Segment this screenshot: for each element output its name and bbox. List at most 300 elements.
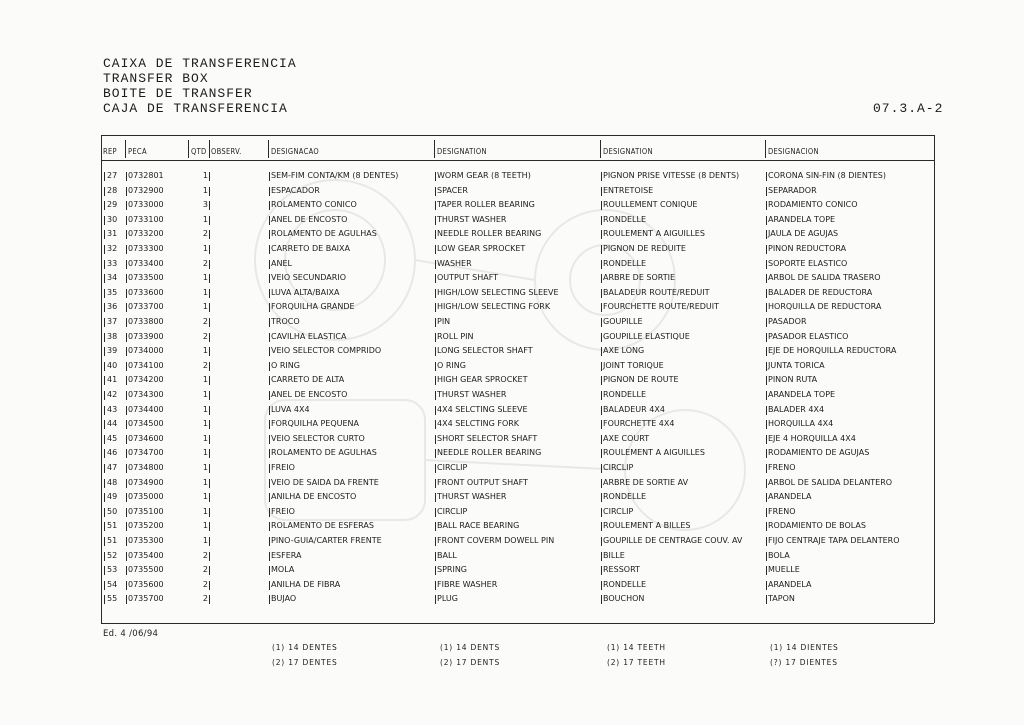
cell-separator bbox=[269, 318, 270, 327]
cell-qtd: 1 bbox=[202, 463, 208, 472]
cell-separator bbox=[269, 537, 270, 546]
title-en: TRANSFER BOX bbox=[103, 71, 209, 86]
table-bottom-rule bbox=[101, 623, 934, 624]
cell-separator bbox=[766, 493, 767, 502]
cell-separator bbox=[766, 201, 767, 210]
cell-rep: 37 bbox=[107, 317, 118, 326]
edition-label: Ed. 4 /06/94 bbox=[103, 629, 159, 639]
cell-separator bbox=[209, 303, 210, 312]
cell-designation-en: NEEDLE ROLLER BEARING bbox=[437, 229, 542, 239]
cell-separator bbox=[209, 420, 210, 429]
page-code: 07.3.A-2 bbox=[873, 101, 944, 116]
cell-separator bbox=[104, 362, 105, 371]
cell-separator bbox=[269, 479, 270, 488]
cell-designation-fr: ARBRE DE SORTIE bbox=[603, 273, 676, 283]
cell-separator bbox=[104, 508, 105, 517]
cell-separator bbox=[209, 187, 210, 196]
cell-separator bbox=[766, 187, 767, 196]
cell-designacao: CARRETO DE ALTA bbox=[271, 375, 345, 385]
cell-separator bbox=[435, 508, 436, 517]
cell-designation-fr: FOURCHETTE ROUTE/REDUIT bbox=[603, 302, 720, 312]
cell-separator bbox=[435, 318, 436, 327]
cell-separator bbox=[435, 245, 436, 254]
cell-separator bbox=[126, 435, 127, 444]
cell-separator bbox=[104, 260, 105, 269]
cell-separator bbox=[435, 376, 436, 385]
cell-separator bbox=[126, 376, 127, 385]
cell-separator bbox=[601, 260, 602, 269]
cell-rep: 43 bbox=[107, 404, 118, 414]
cell-designacao: ROLAMENTO DE AGULHAS bbox=[271, 229, 377, 239]
cell-separator bbox=[209, 581, 210, 590]
cell-rep: 51 bbox=[107, 521, 118, 531]
cell-designacao: ESPACADOR bbox=[271, 185, 320, 195]
cell-separator bbox=[126, 216, 127, 225]
cell-designacion: HORQUILLA 4X4 bbox=[768, 419, 834, 429]
cell-designation-en: WASHER bbox=[437, 258, 472, 268]
cell-qtd: 2 bbox=[202, 594, 208, 604]
cell-separator bbox=[209, 391, 210, 400]
cell-designacion: PINON REDUCTORA bbox=[768, 244, 847, 253]
cell-designation-en: PIN bbox=[437, 317, 451, 326]
table-row bbox=[101, 271, 934, 286]
hdr-sep bbox=[188, 140, 189, 158]
cell-separator bbox=[435, 493, 436, 502]
cell-designation-fr: ROULLEMENT CONIQUE bbox=[603, 200, 698, 210]
table-row bbox=[101, 330, 934, 345]
cell-separator bbox=[601, 522, 602, 531]
cell-qtd: 1 bbox=[202, 492, 208, 502]
cell-separator bbox=[601, 449, 602, 458]
cell-qtd: 1 bbox=[202, 433, 208, 443]
cell-rep: 45 bbox=[107, 433, 118, 443]
cell-designation-en: NEEDLE ROLLER BEARING bbox=[437, 448, 542, 458]
cell-designation-en: ROLL PIN bbox=[437, 331, 474, 341]
cell-designation-fr: ARBRE DE SORTIE AV bbox=[603, 477, 689, 487]
cell-separator bbox=[601, 435, 602, 444]
cell-separator bbox=[269, 172, 270, 181]
cell-separator bbox=[209, 230, 210, 239]
cell-separator bbox=[104, 347, 105, 356]
cell-separator bbox=[601, 464, 602, 473]
cell-peca: 0735100 bbox=[128, 506, 164, 516]
table-row bbox=[101, 592, 934, 607]
cell-peca: 0732900 bbox=[128, 185, 164, 195]
cell-separator bbox=[601, 508, 602, 517]
cell-separator bbox=[601, 274, 602, 283]
col-designacao-header: DESIGNACAO bbox=[271, 147, 319, 156]
cell-designation-fr: RONDELLE bbox=[603, 492, 647, 502]
cell-separator bbox=[601, 347, 602, 356]
cell-designation-fr: AXE LONG bbox=[603, 346, 645, 356]
cell-separator bbox=[209, 376, 210, 385]
header-bottom-rule bbox=[101, 160, 934, 161]
cell-separator bbox=[126, 274, 127, 283]
cell-qtd: 1 bbox=[202, 477, 208, 487]
cell-designacion: TAPON bbox=[768, 594, 795, 604]
cell-separator bbox=[269, 595, 270, 604]
cell-rep: 28 bbox=[107, 185, 118, 195]
cell-separator bbox=[126, 201, 127, 210]
cell-separator bbox=[104, 172, 105, 181]
cell-separator bbox=[104, 289, 105, 298]
cell-separator bbox=[601, 216, 602, 225]
cell-designation-en: O RING bbox=[437, 360, 466, 370]
cell-qtd: 1 bbox=[202, 273, 208, 283]
col-rep-header: REP bbox=[103, 147, 117, 156]
cell-rep: 54 bbox=[107, 579, 118, 589]
cell-qtd: 1 bbox=[202, 419, 208, 429]
cell-separator bbox=[435, 464, 436, 473]
cell-rep: 51 bbox=[107, 536, 118, 545]
cell-separator bbox=[104, 537, 105, 546]
cell-designation-fr: RONDELLE bbox=[603, 258, 647, 268]
cell-qtd: 1 bbox=[202, 185, 208, 195]
cell-separator bbox=[435, 420, 436, 429]
cell-rep: 52 bbox=[107, 550, 118, 560]
cell-separator bbox=[209, 508, 210, 517]
cell-peca: 0735600 bbox=[128, 579, 164, 589]
col-designacion-header: DESIGNACION bbox=[768, 147, 819, 156]
table-row bbox=[101, 432, 934, 447]
cell-separator bbox=[126, 172, 127, 181]
cell-separator bbox=[766, 479, 767, 488]
cell-designation-fr: FOURCHETTE 4X4 bbox=[603, 419, 675, 429]
footnote-fr-2: (2) 17 TEETH bbox=[607, 658, 666, 667]
cell-designation-en: THURST WASHER bbox=[437, 492, 507, 502]
cell-separator bbox=[269, 522, 270, 531]
cell-designation-en: HIGH GEAR SPROCKET bbox=[437, 375, 528, 385]
cell-separator bbox=[766, 508, 767, 517]
cell-separator bbox=[126, 347, 127, 356]
cell-designacao: TROCO bbox=[271, 317, 300, 326]
cell-separator bbox=[126, 464, 127, 473]
cell-separator bbox=[601, 552, 602, 561]
cell-qtd: 2 bbox=[202, 360, 208, 370]
cell-designation-en: SHORT SELECTOR SHAFT bbox=[437, 433, 538, 443]
cell-separator bbox=[601, 420, 602, 429]
cell-designacao: SEM-FIM CONTA/KM (8 DENTES) bbox=[271, 171, 399, 180]
cell-separator bbox=[766, 420, 767, 429]
cell-peca: 0733000 bbox=[128, 200, 164, 210]
cell-qtd: 2 bbox=[202, 317, 208, 326]
cell-rep: 55 bbox=[107, 594, 118, 604]
table-top-rule bbox=[101, 135, 934, 136]
cell-designation-fr: GOUPILLE ELASTIQUE bbox=[603, 331, 690, 341]
cell-separator bbox=[104, 552, 105, 561]
table-row bbox=[101, 373, 934, 388]
cell-designacao: VEIO SELECTOR COMPRIDO bbox=[271, 346, 382, 356]
cell-separator bbox=[104, 493, 105, 502]
cell-designacao: FORQUILHA PEQUENA bbox=[271, 419, 359, 429]
cell-separator bbox=[104, 216, 105, 225]
cell-separator bbox=[104, 581, 105, 590]
cell-qtd: 2 bbox=[202, 550, 208, 560]
cell-separator bbox=[435, 216, 436, 225]
cell-qtd: 1 bbox=[202, 171, 208, 180]
cell-separator bbox=[269, 347, 270, 356]
cell-designation-en: HIGH/LOW SELECTING SLEEVE bbox=[437, 287, 559, 297]
cell-separator bbox=[126, 449, 127, 458]
hdr-sep bbox=[600, 140, 601, 158]
hdr-sep bbox=[434, 140, 435, 158]
table-row bbox=[101, 315, 934, 330]
cell-designacion: FIJO CENTRAJE TAPA DELANTERO bbox=[768, 536, 900, 545]
cell-separator bbox=[126, 493, 127, 502]
cell-peca: 0735500 bbox=[128, 565, 164, 575]
cell-designacion: FRENO bbox=[768, 506, 796, 516]
cell-separator bbox=[209, 566, 210, 575]
cell-separator bbox=[104, 376, 105, 385]
cell-separator bbox=[601, 333, 602, 342]
title-es: CAJA DE TRANSFERENCIA bbox=[103, 101, 288, 116]
cell-separator bbox=[269, 376, 270, 385]
cell-separator bbox=[269, 303, 270, 312]
cell-separator bbox=[435, 201, 436, 210]
cell-designacao: BUJAO bbox=[271, 594, 297, 604]
table-row bbox=[101, 490, 934, 505]
cell-peca: 0732801 bbox=[128, 171, 164, 180]
footnote-pt-1: (1) 14 DENTES bbox=[272, 643, 338, 652]
cell-separator bbox=[601, 362, 602, 371]
cell-separator bbox=[766, 391, 767, 400]
cell-separator bbox=[766, 216, 767, 225]
cell-separator bbox=[126, 362, 127, 371]
cell-designacao: FORQUILHA GRANDE bbox=[271, 302, 355, 312]
cell-separator bbox=[601, 289, 602, 298]
cell-peca: 0733300 bbox=[128, 244, 164, 253]
cell-separator bbox=[269, 216, 270, 225]
cell-designacion: ARANDELA bbox=[768, 579, 812, 589]
cell-peca: 0733100 bbox=[128, 214, 164, 224]
cell-rep: 29 bbox=[107, 200, 118, 210]
cell-separator bbox=[435, 260, 436, 269]
cell-designacion: ARBOL DE SALIDA DELANTERO bbox=[768, 477, 893, 487]
cell-separator bbox=[209, 449, 210, 458]
cell-separator bbox=[766, 245, 767, 254]
cell-qtd: 1 bbox=[202, 346, 208, 356]
table-row bbox=[101, 169, 934, 184]
cell-rep: 50 bbox=[107, 506, 118, 516]
table-row bbox=[101, 242, 934, 257]
cell-separator bbox=[104, 566, 105, 575]
col-designation-fr-header: DESIGNATION bbox=[603, 147, 653, 156]
cell-designation-fr: GOUPILLE DE CENTRAGE COUV. AV bbox=[603, 536, 743, 545]
cell-separator bbox=[766, 347, 767, 356]
cell-qtd: 1 bbox=[202, 536, 208, 545]
cell-separator bbox=[435, 172, 436, 181]
cell-qtd: 1 bbox=[202, 244, 208, 253]
cell-peca: 0734900 bbox=[128, 477, 164, 487]
cell-separator bbox=[766, 333, 767, 342]
cell-peca: 0733600 bbox=[128, 287, 164, 297]
cell-rep: 36 bbox=[107, 302, 118, 312]
cell-designacion: ARBOL DE SALIDA TRASERO bbox=[768, 273, 881, 283]
table-row bbox=[101, 578, 934, 593]
cell-rep: 46 bbox=[107, 448, 118, 458]
cell-designation-en: FIBRE WASHER bbox=[437, 579, 498, 589]
cell-separator bbox=[126, 230, 127, 239]
cell-designacao: CAVILHA ELASTICA bbox=[271, 331, 347, 341]
cell-designation-fr: JOINT TORIQUE bbox=[603, 360, 664, 370]
table-row bbox=[101, 344, 934, 359]
cell-separator bbox=[601, 245, 602, 254]
cell-qtd: 1 bbox=[202, 448, 208, 458]
cell-separator bbox=[209, 260, 210, 269]
cell-designacion: RODAMIENTO CONICO bbox=[768, 200, 858, 210]
cell-designacion: EJE 4 HORQUILLA 4X4 bbox=[768, 433, 856, 443]
cell-designacao: O RING bbox=[271, 360, 300, 370]
cell-separator bbox=[269, 230, 270, 239]
cell-designacion: BALADER DE REDUCTORA bbox=[768, 287, 873, 297]
cell-separator bbox=[126, 537, 127, 546]
title-fr: BOITE DE TRANSFER bbox=[103, 86, 253, 101]
cell-separator bbox=[126, 581, 127, 590]
cell-designacao: VEIO DE SAIDA DA FRENTE bbox=[271, 477, 379, 487]
cell-designacion: SOPORTE ELASTICO bbox=[768, 258, 848, 268]
cell-separator bbox=[104, 245, 105, 254]
cell-separator bbox=[209, 274, 210, 283]
cell-separator bbox=[435, 449, 436, 458]
cell-designacao: CARRETO DE BAIXA bbox=[271, 244, 350, 253]
cell-rep: 31 bbox=[107, 229, 118, 239]
cell-designacion: FRENO bbox=[768, 463, 796, 472]
cell-qtd: 1 bbox=[202, 214, 208, 224]
cell-designation-en: FRONT COVERM DOWELL PIN bbox=[437, 536, 555, 545]
cell-separator bbox=[209, 552, 210, 561]
cell-separator bbox=[269, 391, 270, 400]
cell-separator bbox=[766, 522, 767, 531]
cell-separator bbox=[601, 230, 602, 239]
cell-separator bbox=[435, 406, 436, 415]
cell-rep: 38 bbox=[107, 331, 118, 341]
cell-separator bbox=[104, 406, 105, 415]
cell-peca: 0733200 bbox=[128, 229, 164, 239]
cell-separator bbox=[601, 479, 602, 488]
cell-rep: 30 bbox=[107, 214, 118, 224]
cell-separator bbox=[269, 289, 270, 298]
cell-rep: 35 bbox=[107, 287, 118, 297]
cell-designation-fr: BALADEUR 4X4 bbox=[603, 404, 665, 414]
cell-separator bbox=[269, 274, 270, 283]
cell-separator bbox=[269, 449, 270, 458]
table-row bbox=[101, 417, 934, 432]
cell-qtd: 1 bbox=[202, 375, 208, 385]
cell-designation-fr: ROULEMENT A BILLES bbox=[603, 521, 691, 531]
cell-designation-fr: RONDELLE bbox=[603, 214, 647, 224]
cell-designation-en: THURST WASHER bbox=[437, 214, 507, 224]
cell-designation-fr: PIGNON DE REDUITE bbox=[603, 244, 686, 253]
cell-separator bbox=[601, 581, 602, 590]
table-row bbox=[101, 534, 934, 549]
table-row bbox=[101, 227, 934, 242]
cell-designation-fr: RONDELLE bbox=[603, 390, 647, 399]
cell-designation-fr: ROULEMENT A AIGUILLES bbox=[603, 229, 705, 239]
cell-designation-en: SPACER bbox=[437, 185, 468, 195]
cell-peca: 0735300 bbox=[128, 536, 164, 545]
cell-separator bbox=[766, 566, 767, 575]
table-row bbox=[101, 213, 934, 228]
cell-designacao: FREIO bbox=[271, 506, 295, 516]
cell-separator bbox=[269, 406, 270, 415]
cell-rep: 34 bbox=[107, 273, 118, 283]
cell-separator bbox=[209, 493, 210, 502]
cell-separator bbox=[104, 274, 105, 283]
cell-separator bbox=[126, 187, 127, 196]
cell-peca: 0734300 bbox=[128, 390, 164, 399]
cell-designation-en: TAPER ROLLER BEARING bbox=[437, 200, 535, 210]
cell-peca: 0735400 bbox=[128, 550, 164, 560]
cell-separator bbox=[209, 362, 210, 371]
cell-rep: 32 bbox=[107, 244, 118, 253]
cell-separator bbox=[766, 318, 767, 327]
cell-rep: 40 bbox=[107, 360, 118, 370]
cell-separator bbox=[126, 420, 127, 429]
cell-separator bbox=[209, 464, 210, 473]
cell-separator bbox=[104, 449, 105, 458]
cell-qtd: 1 bbox=[202, 302, 208, 312]
cell-separator bbox=[269, 245, 270, 254]
cell-designation-en: LONG SELECTOR SHAFT bbox=[437, 346, 533, 356]
cell-separator bbox=[269, 493, 270, 502]
cell-designacao: ROLAMENTO CONICO bbox=[271, 200, 357, 210]
cell-qtd: 1 bbox=[202, 390, 208, 399]
cell-designation-en: SPRING bbox=[437, 565, 468, 575]
cell-designacao: FREIO bbox=[271, 463, 295, 472]
cell-designation-fr: RONDELLE bbox=[603, 579, 647, 589]
cell-qtd: 2 bbox=[202, 258, 208, 268]
cell-designacao: ANEL DE ENCOSTO bbox=[271, 390, 348, 399]
cell-designation-fr: PIGNON PRISE VITESSE (8 DENTS) bbox=[603, 171, 740, 180]
cell-designation-fr: AXE COURT bbox=[603, 433, 650, 443]
cell-designacion: SEPARADOR bbox=[768, 185, 817, 195]
cell-designacao: VEIO SECUNDARIO bbox=[271, 273, 346, 283]
footnote-en-1: (1) 14 DENTS bbox=[440, 643, 501, 652]
cell-rep: 49 bbox=[107, 492, 118, 502]
cell-designation-fr: BALADEUR ROUTE/REDUIT bbox=[603, 287, 710, 297]
cell-designation-en: CIRCLIP bbox=[437, 463, 468, 472]
cell-separator bbox=[126, 508, 127, 517]
cell-separator bbox=[601, 318, 602, 327]
cell-separator bbox=[269, 435, 270, 444]
cell-designacion: MUELLE bbox=[768, 565, 800, 575]
cell-peca: 0733400 bbox=[128, 258, 164, 268]
cell-separator bbox=[601, 187, 602, 196]
table-row bbox=[101, 300, 934, 315]
cell-qtd: 2 bbox=[202, 229, 208, 239]
title-pt: CAIXA DE TRANSFERENCIA bbox=[103, 56, 297, 71]
cell-separator bbox=[435, 595, 436, 604]
cell-separator bbox=[126, 303, 127, 312]
cell-designacion: RODAMIENTO DE AGUJAS bbox=[768, 448, 870, 458]
cell-separator bbox=[126, 595, 127, 604]
table-row bbox=[101, 549, 934, 564]
cell-separator bbox=[766, 230, 767, 239]
hdr-sep bbox=[125, 140, 126, 158]
cell-separator bbox=[269, 566, 270, 575]
cell-separator bbox=[209, 522, 210, 531]
cell-separator bbox=[601, 391, 602, 400]
cell-designation-fr: CIRCLIP bbox=[603, 506, 634, 516]
cell-designation-fr: ROULEMENT A AIGUILLES bbox=[603, 448, 705, 458]
title-block bbox=[103, 56, 297, 116]
cell-separator bbox=[435, 537, 436, 546]
cell-peca: 0734000 bbox=[128, 346, 164, 356]
cell-separator bbox=[435, 333, 436, 342]
cell-separator bbox=[126, 318, 127, 327]
cell-designacion: JUNTA TORICA bbox=[768, 360, 825, 370]
cell-qtd: 1 bbox=[202, 521, 208, 531]
